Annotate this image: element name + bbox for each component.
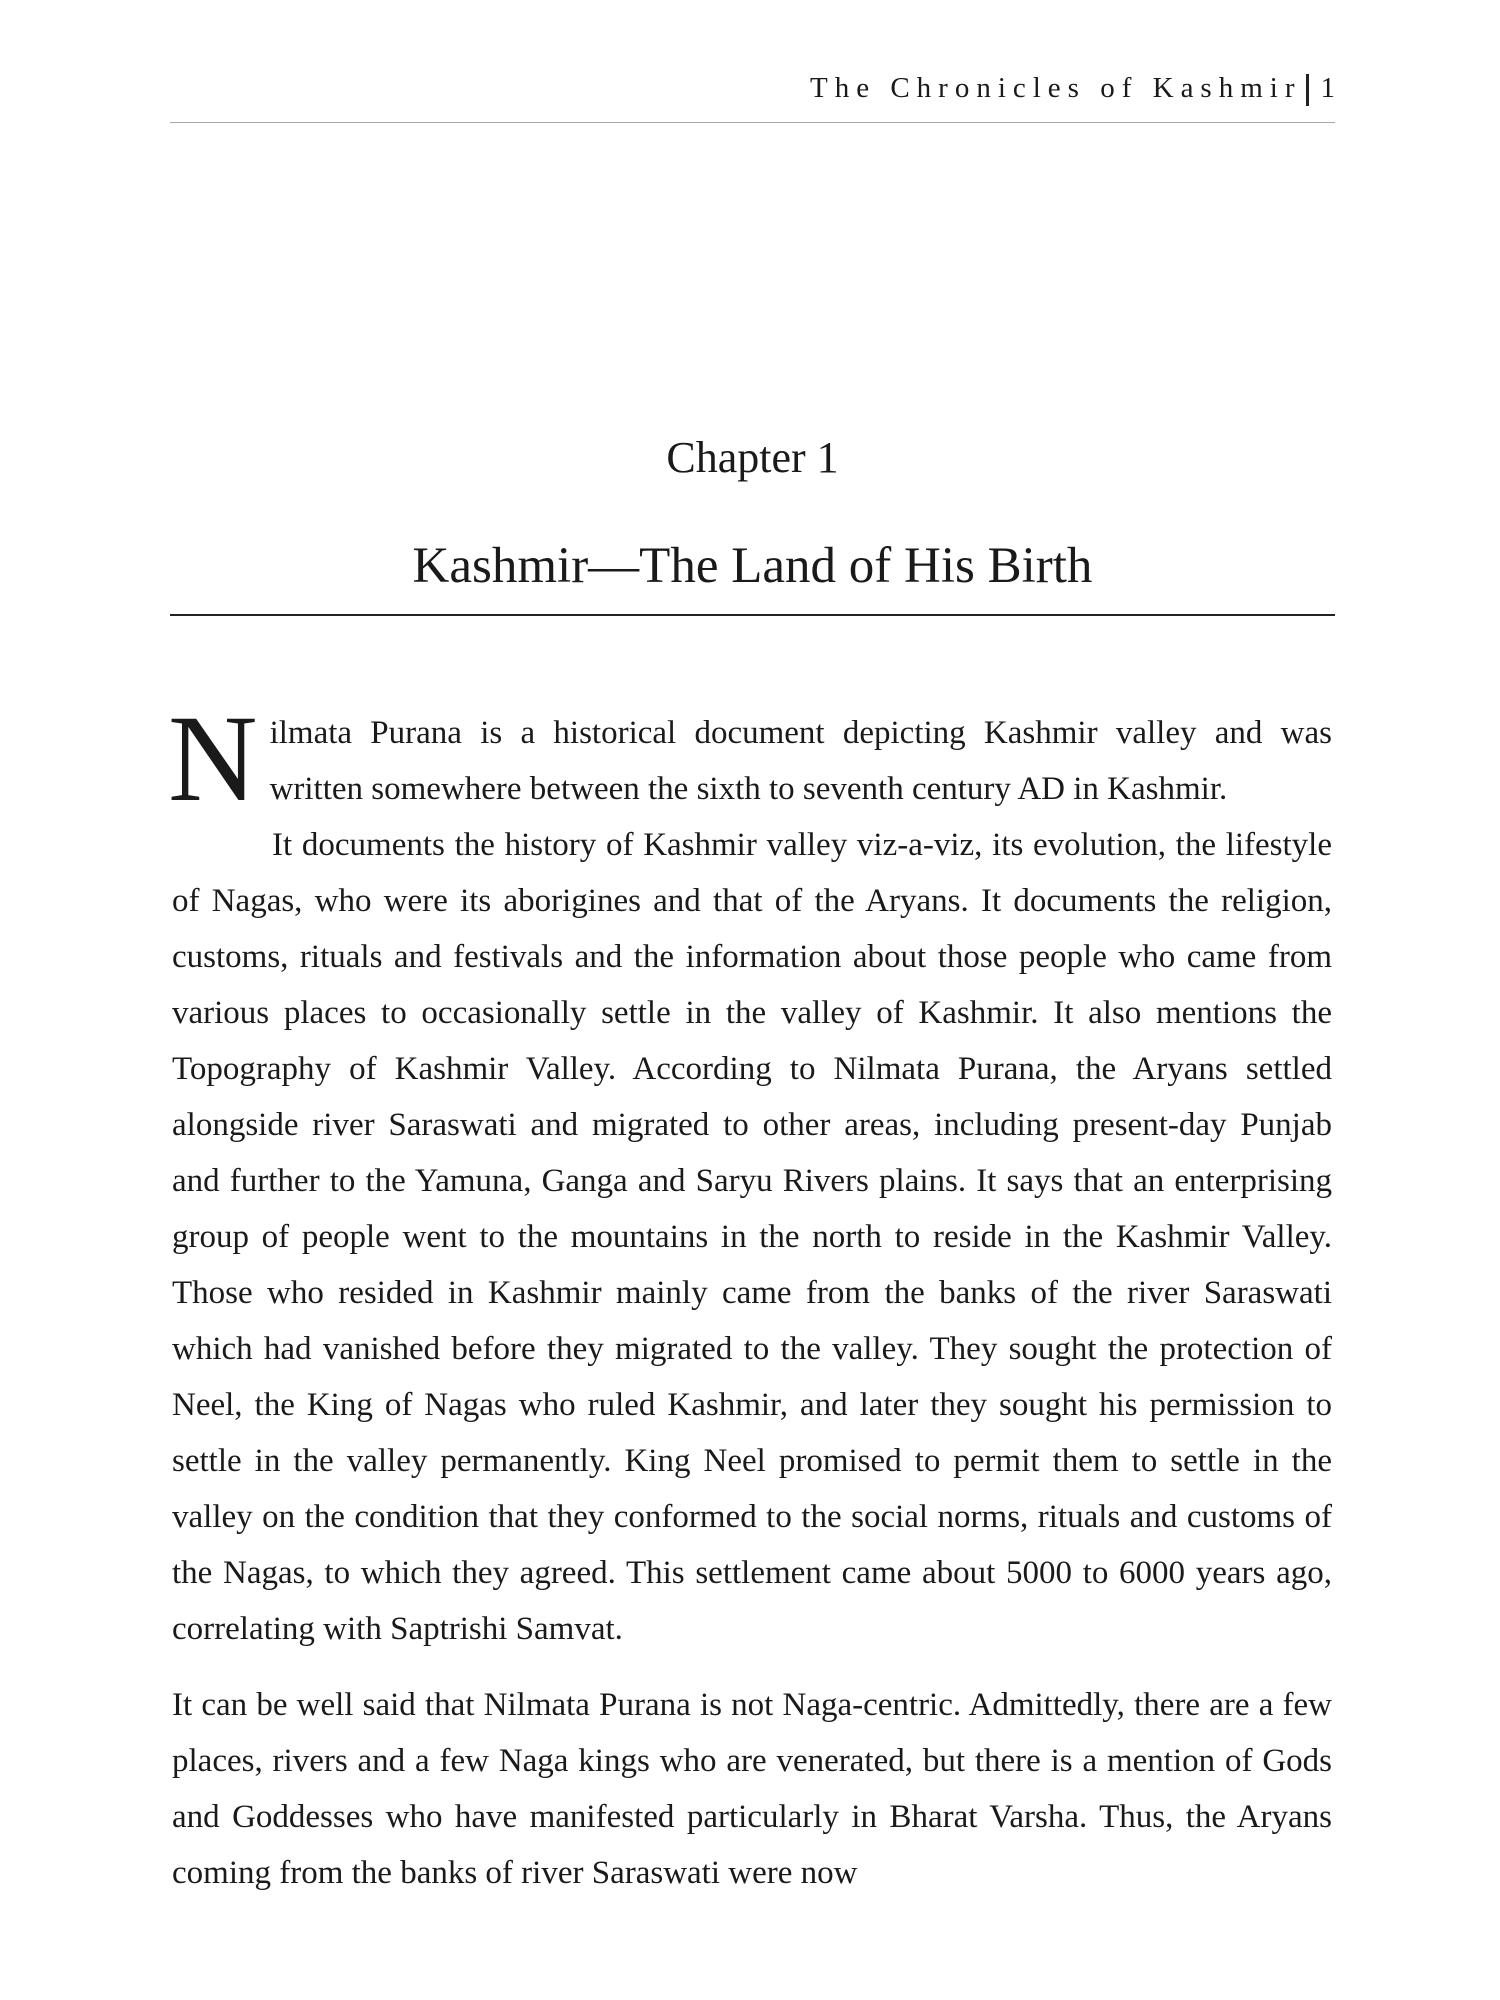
paragraph-1-text: ilmata Purana is a historical document depicting Kashmir valley and was written somewhere between the sixth to seventh century AD in Kashmir. — [269, 715, 1332, 807]
chapter-label: Chapter 1 — [666, 433, 839, 482]
running-title: The Chronicles of Kashmir — [809, 72, 1302, 104]
paragraph-2: It documents the history of Kashmir valley viz-a-viz, its evolution, the lifestyle of Nagas, who were its aborigines and that of the Aryans. It documents the religion, customs, rituals and festivals and the information about those people who came from various places to occasionally settle in the valley of Kashmir. It also mentions the Topography of Kashmir Valley. According to Nilmata Purana, the Aryans settled alongside river Saraswati and migrated to other areas, including present-day Punjab and further to the Yamuna, Ganga and Saryu Rivers plains. It says that an enterprising group of people went to the mountains in the north to reside in the Kashmir Valley. Those who resided in Kashmir mainly came from the banks of the river Saraswati which had vanished before they migrated to the valley. They sought the protection of Neel, the King of Nagas who ruled Kashmir, and later they sought his permission to settle in the valley permanently. King Neel promised to permit them to settle in the valley on the condition that they conformed to the social norms, rituals and customs of the Nagas, to which they agreed. This settlement came about 5000 to 6000 years ago, correlating with Saptrishi Samvat. — [172, 827, 1332, 1647]
drop-cap: N — [168, 690, 258, 827]
title-rule — [170, 614, 1335, 616]
paragraph-3: It can be well said that Nilmata Purana is not Naga-centric. Admittedly, there are a few places, rivers and a few Naga kings who are venerated, but there is a mention of Gods and Goddesses who have manifested particularly in Bharat Varsha. Thus, the Aryans coming from the banks of river Saraswati were now — [172, 1687, 1332, 1891]
running-header — [170, 72, 1335, 123]
page-number: 1 — [1320, 72, 1335, 104]
chapter-title: Kashmir—The Land of His Birth — [412, 538, 1093, 594]
body-text — [168, 690, 1332, 1901]
paragraph-1 — [168, 690, 1332, 827]
header-separator — [1306, 74, 1309, 106]
